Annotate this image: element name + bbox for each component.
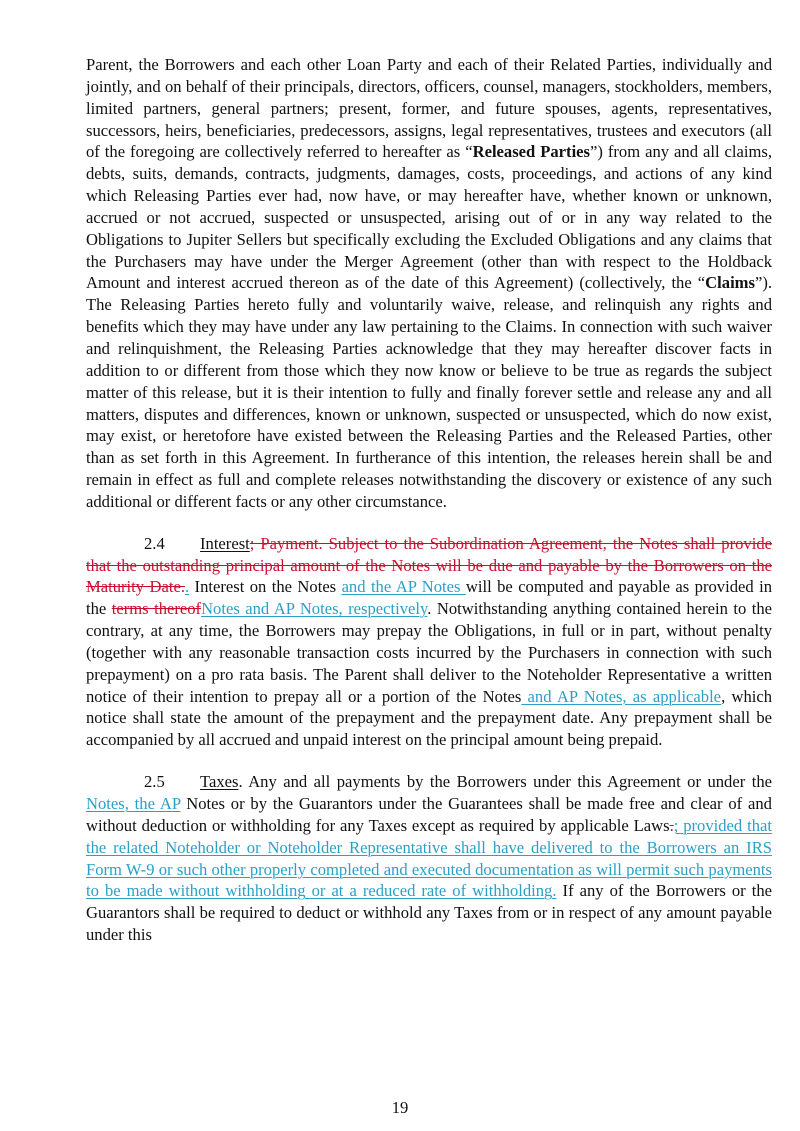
- section-2-5: [86, 771, 772, 946]
- release-text-1: Parent, the Borrowers and each other Loan Party and each of their Related Parties, individually and jointly, and on behalf of their principals, directors, officers, counsel, managers, stockholders, members, limited partners, general partners; present, former, and future spouses, agents, representatives, successors, heirs, beneficiaries, predecessors, assigns, legal representatives, trustees and executors (all of the foregoing are collectively referred to hereafter as “: [86, 55, 772, 162]
- release-paragraph: [86, 54, 772, 513]
- section-2-5-text-3: If any of the Borrowers or the Guarantors shall be required to deduct or withhold any Taxes from or in respect of any amount payable under this: [86, 881, 772, 945]
- section-2-5-number: 2.5: [144, 772, 165, 792]
- inserted-text-ap-notes: and the AP Notes: [341, 577, 466, 597]
- section-2-5-heading: Taxes: [200, 772, 239, 792]
- section-2-4-text-1: Interest on the Notes: [189, 577, 342, 597]
- inserted-text-as-applicable: and AP Notes, as applicable: [521, 686, 722, 706]
- document-page: [86, 54, 772, 946]
- released-parties-term: Released Parties: [472, 142, 590, 162]
- page-number: 19: [391, 1098, 409, 1117]
- section-2-5-text-2: Notes or by the Guarantors under the Guarantees shall be made free and clear of and without deduction or withholding for any Taxes except as required by applicable Laws: [86, 794, 772, 835]
- deleted-text-period: .: [669, 815, 674, 835]
- section-2-4-heading: Interest: [200, 533, 250, 553]
- claims-term: Claims: [705, 273, 755, 293]
- inserted-text-w9-proviso: ; provided that the related Noteholder or Noteholder Representative shall have delivered to the Borrowers an IRS Form W-9 or such other properly completed and executed documentation as will permit such payments to be made without withholding or at a reduced rate of withholding.: [86, 815, 772, 901]
- inserted-text-notes-the-ap: Notes, the AP: [86, 794, 181, 813]
- section-2-4-number: 2.4: [144, 533, 165, 553]
- section-2-4: [86, 533, 772, 751]
- section-2-4-text-4: The Parent shall deliver to the Noteholder Representative a written notice of their intention to prepay all or a portion of the Notes: [86, 664, 772, 706]
- deleted-text-payment: ; Payment. Subject to the Subordination Agreement, the Notes shall provide that the outstanding principal amount of the Notes will be due and payable by the Borrowers on the Maturity Date.: [86, 533, 772, 597]
- release-text-3: ”). The Releasing Parties hereto fully and voluntarily waive, release, and relinquish any rights and benefits which they may have under any law pertaining to the Claims. In connection with such waiver and relinquishment, the Releasing Parties acknowledge that they may hereafter discover facts in addition to or different from those which they now know or believe to be true as regards the subject matter of this release, but it is their intention to fully and finally forever settle and release any and all matters, disputes and differences, known or unknown, suspected or unsuspected, which do now exist, may exist, or heretofore have existed between the Releasing Parties and the Released Parties, other than as set forth in this Agreement. In furtherance of this intention, the releases herein shall be and remain in effect as full and complete releases notwithstanding the discovery or existence of any such additional or different facts or any other circumstance.: [86, 273, 772, 511]
- section-2-5-text-1: Any and all payments by the Borrowers under this Agreement or under the: [248, 772, 772, 792]
- section-2-4-text-2: will be computed and payable as provided in the: [86, 577, 772, 619]
- section-2-5-text-0: .: [238, 772, 249, 792]
- section-2-4-text-3: . Notwithstanding anything contained herein to the contrary, at any time, the Borrowers may prepay the Obligations, in full or in part, without penalty (together with any reasonable transaction costs incurred by the Purchasers in connection with such prepayment) on a pro rata basis.: [86, 599, 772, 684]
- deleted-text-terms-thereof: terms thereof: [111, 599, 202, 619]
- section-2-4-text-5: , which notice shall state the amount of the prepayment and the prepayment date. Any prepayment shall be accompanied by all accrued and unpaid interest on the principal amount being prepaid.: [86, 686, 773, 750]
- release-text-2: ”) from any and all claims, debts, suits, demands, contracts, judgments, damages, costs, proceedings, and actions of any kind which Releasing Parties ever had, now have, or may hereafter have, whether known or unknown, accrued or not accrued, suspected or unsuspected, arising out of or in any way related to the Obligations to Jupiter Sellers but specifically excluding the Excluded Obligations and any claims that the Purchasers may have under the Merger Agreement (other than with respect to the Holdback Amount and interest accrued thereon as of the date of this Agreement) (collectively, the “: [86, 142, 772, 293]
- inserted-text-notes-respectively: Notes and AP Notes, respectively: [201, 599, 428, 619]
- inserted-text-period: .: [184, 577, 190, 597]
